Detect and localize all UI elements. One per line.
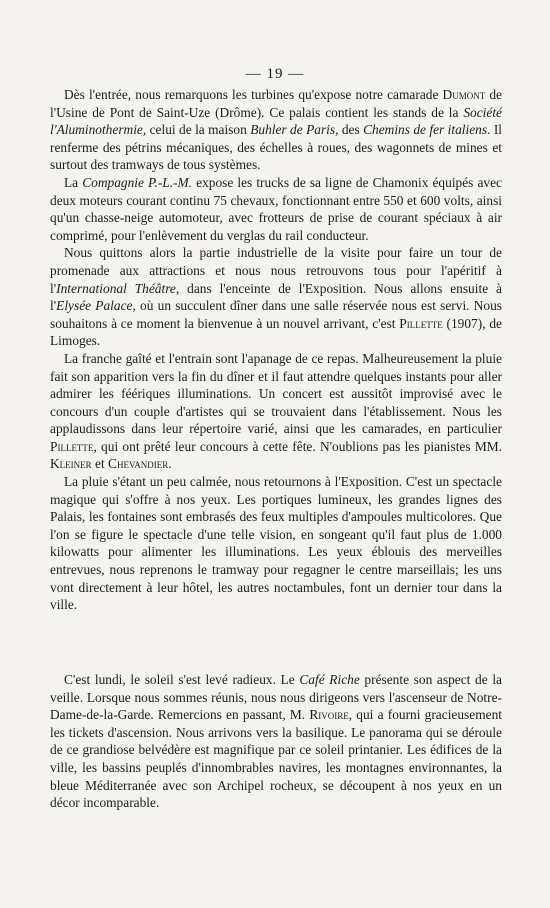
italic-text: Café Riche — [299, 672, 360, 687]
small-caps-name: Rivoire — [309, 707, 349, 723]
italic-text: Chemins de fer italiens — [363, 122, 488, 138]
small-caps-name: Pillette — [50, 438, 94, 454]
paragraph — [50, 86, 502, 174]
text-run: , dans l'enceinte de l'Exposition. Nous allons ensuite à l' — [50, 280, 502, 314]
text-run: Dès l'entrée, nous remarquons les turbines qu'expose notre camarade — [64, 87, 443, 102]
text-block-main — [50, 86, 502, 614]
italic-text: Compagnie P.-L.-M. — [82, 174, 193, 190]
text-run: expose les trucks de sa ligne de Chamonix équipés avec deux moteurs courant continu 75 chevaux, fonctionnant entre 550 et 600 volts, ainsi qu'un chasse-neige automoteur, avec frotteurs de prise de courant spéciaux à air comprimé, pour l'enlèvement du verglas du rail conducteur. — [50, 174, 502, 243]
text-run: présente son aspect de la veille. Lorsque nous sommes réunis, nous nous dirigeons vers l'ascenseur de Notre-Dame-de-la-Garde. Remercions en passant, M. — [50, 672, 502, 723]
text-run: La pluie s'étant un peu calmée, nous retournons à l'Exposition. C'est un spectacle magique qui s'offre à nos yeux. Les portiques lumineux, les grandes lignes des Palais, les fontaines sont embrasés des feux multiples d'ampoules multicolores. Que l'on se figure le spectacle d'une telle vision, en songeant qu'il faut plus de 1.000 kilowatts pour alimenter les illuminations. Les yeux éblouis des merveilles entrevues, nous reprenons le tramway pour regagner le centre marseillais; les uns vont directement à leur hôtel, les autres noctambules, font un dernier tour dans la ville. — [50, 474, 502, 613]
small-caps-name: Pillette — [399, 315, 443, 331]
text-run: , des — [335, 122, 364, 138]
text-run: , celui de la maison — [142, 122, 251, 138]
text-run: . — [168, 456, 172, 472]
text-run: . Il renferme des pétrins mécaniques, des échelles à roues, des wagonnets de mines et surtout des tramways de tous systèmes. — [50, 122, 502, 173]
text-run: (1907), de Limoges. — [50, 315, 502, 349]
page-number: — 19 — — [245, 66, 305, 82]
italic-text: Buhler de Paris — [250, 122, 336, 138]
paragraph — [50, 473, 502, 614]
text-run: , qui ont prêté leur concours à cette fête. N'oublions pas les pianistes MM. — [93, 438, 502, 454]
paragraph — [50, 174, 502, 244]
text-run: , qui a fourni gracieusement les tickets d'ascension. Nous arrivons vers la basilique. Le panorama qui se déroule de ce grandiose belvédère est magnifique par ce soleil printanier. Les édifices de la ville, les bassins peuplés d'innombrables navires, les montagnes environnantes, la bleue Méditerranée avec son Archipel rocheux, se découpent à nos yeux en un décor incomparable. — [50, 707, 502, 811]
text-run: de l'Usine de Pont de Saint-Uze (Drôme). Ce palais contient les stands de la — [50, 87, 502, 120]
text-run: , où un succulent dîner dans une salle réservée nous est servi. Nous souhaitons à ce moment la bienvenue à un nouvel arrivant, c'est — [50, 298, 502, 331]
text-run: et — [91, 456, 109, 472]
text-block-lower — [50, 671, 502, 812]
small-caps-name: Dumont — [442, 87, 486, 102]
paragraph — [50, 350, 502, 473]
small-caps-name: Kleiner — [50, 456, 92, 472]
paragraph — [50, 671, 502, 812]
text-run: La — [64, 174, 83, 190]
text-run: Nous quittons alors la partie industrielle de la visite pour faire un tour de promenade aux attractions et nous nous retrouvons tous pour l'apéritif à l' — [50, 245, 502, 296]
italic-text: Société l'Aluminothermie — [50, 104, 502, 138]
italic-text: Elysée Palace — [56, 298, 133, 314]
paragraph — [50, 244, 502, 350]
small-caps-name: Chevandier — [108, 456, 169, 472]
text-run: C'est lundi, le soleil s'est levé radieux. Le — [64, 672, 300, 687]
italic-text: International Théâtre — [56, 280, 176, 296]
text-run: La franche gaîté et l'entrain sont l'apanage de ce repas. Malheureusement la pluie fait son apparition vers la fin du dîner et il faut attendre quelques instants pour aller admirer les féériques illuminations. Un concert est aussitôt improvisé avec le concours d'un couple d'artistes qui se trouvaient dans l'établissement. Nous les applaudissons dans leur répertoire varié, ainsi que les camarades, en particulier — [50, 350, 502, 437]
